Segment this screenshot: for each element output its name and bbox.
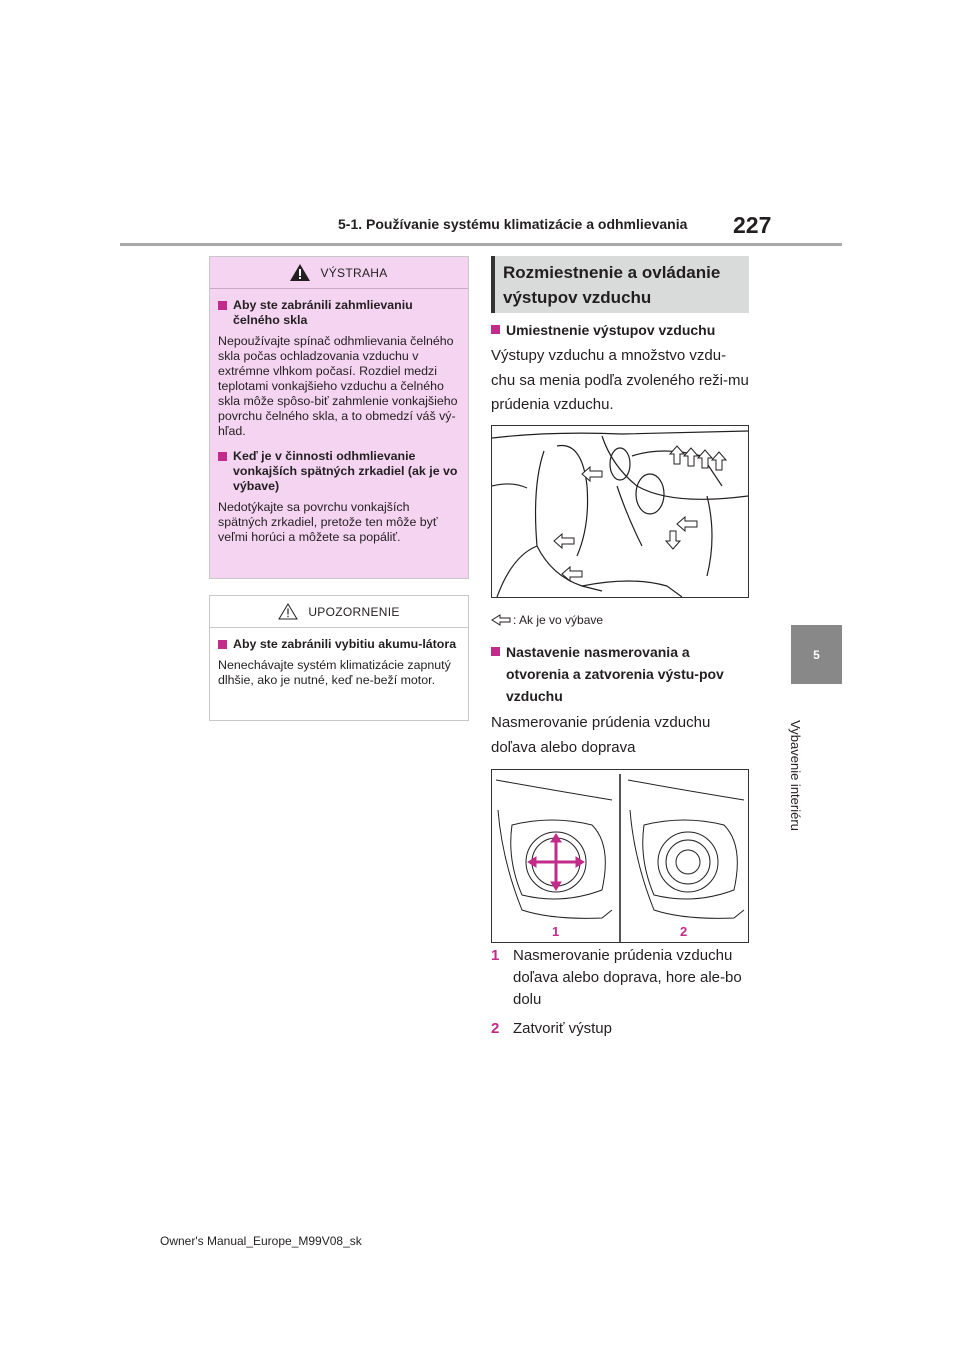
chapter-label [780,720,810,830]
page-number: 227 [733,212,772,238]
square-bullet-icon [218,452,227,461]
caution-subheading: Aby ste zabránili vybitiu akumu-látora [218,637,462,652]
figure-label-1: 1 [552,924,560,939]
square-bullet-icon [491,325,500,334]
footer-text: Owner's Manual_Europe_M99V08_sk [160,1234,362,1248]
caution-triangle-icon [278,603,298,620]
chapter-label-text: Vybavenie interiéru [787,719,803,831]
warning-title: VÝSTRAHA [320,265,388,280]
warning-text: Nedotýkajte sa povrchu vonkajších spätných zrkadiel, pretože ten môže byť veľmi horúci a môžete sa popáliť. [218,500,438,544]
vent-adjustment-figure [491,769,749,943]
numbered-list [491,945,749,1040]
caution-box [209,595,469,721]
warning-text: Nepoužívajte spínač odhmlievania čelného skla počas ochladzovania vzduchu v extrémne vlhkom počasí. Rozdiel medzi teplotami vonkajšieho vzduchu a čelného skla môže spôso-biť zahmlenie vonkajšieho povrchu čelného skla, a to obmedzí váš vý-hľad. [218,334,458,438]
direction-heading: Nastavenie nasmerovania a otvorenia a zatvorenia výstu-pov vzduchu [491,641,749,707]
square-bullet-icon [218,301,227,310]
square-bullet-icon [218,640,227,649]
vent-illustration [492,770,748,942]
interior-illustration [492,426,748,597]
warning-triangle-icon [290,264,310,281]
optional-note: : Ak je vo výbave [491,613,603,627]
list-item: 1 Nasmerovanie prúdenia vzduchu doľava alebo doprava, hore ale-bo dolu [491,947,742,1008]
direction-text: Nasmerovanie prúdenia vzduchu doľava alebo doprava [491,714,711,756]
chapter-tab[interactable]: 5 [791,625,842,684]
section-title: 5-1. Používanie systému klimatizácie a odhmlievania [338,216,688,232]
section-heading: Rozmiestnenie a ovládanie výstupov vzduchu [491,256,749,313]
warning-header [210,257,468,289]
location-heading: Umiestnenie výstupov vzduchu [491,319,749,341]
square-bullet-icon [491,647,500,656]
caution-title: UPOZORNENIE [308,604,400,619]
optional-arrow-icon [491,614,511,626]
caution-text: Nenechávajte systém klimatizácie zapnutý dlhšie, ako je nutné, keď ne-beží motor. [218,658,451,687]
list-item: 2 Zatvoriť výstup [491,1020,612,1037]
caution-header [210,596,468,628]
warning-subheading: Keď je v činnosti odhmlievanie vonkajších spätných zrkadiel (ak je vo výbave) [218,449,462,494]
figure-label-2: 2 [680,924,688,939]
warning-box [209,256,469,579]
warning-subheading: Aby ste zabránili zahmlievaniu čelného skla [218,298,462,328]
header-divider [120,243,842,246]
interior-vents-figure [491,425,749,598]
location-text: Výstupy vzduchu a množstvo vzdu-chu sa menia podľa zvoleného reži-mu prúdenia vzduchu. [491,347,749,413]
